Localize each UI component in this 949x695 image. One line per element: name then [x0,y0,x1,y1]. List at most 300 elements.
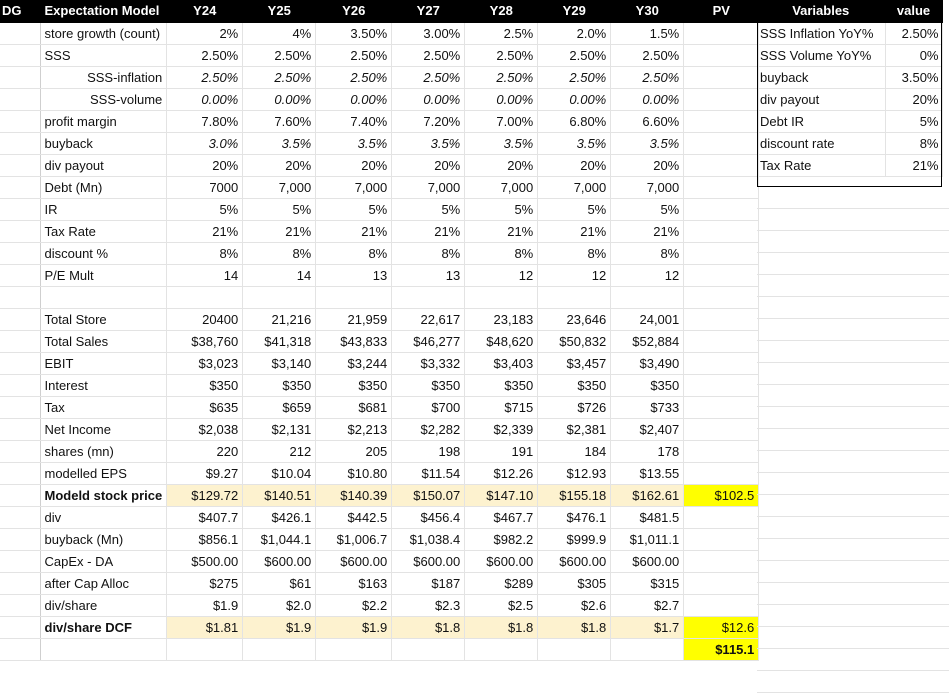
value-cell[interactable]: $2.6 [538,594,611,616]
value-cell[interactable]: $2.7 [611,594,684,616]
value-cell[interactable]: $12.26 [465,462,538,484]
row-number-cell[interactable] [0,88,40,110]
value-cell[interactable]: $700 [392,396,465,418]
value-cell[interactable]: $715 [465,396,538,418]
value-cell[interactable]: $1,044.1 [243,528,316,550]
value-cell[interactable] [243,638,316,660]
value-cell[interactable]: 184 [538,440,611,462]
empty-grid-row[interactable] [757,231,949,253]
value-cell[interactable]: $3,244 [316,352,392,374]
value-cell[interactable]: 21,959 [316,308,392,330]
value-cell[interactable]: $600.00 [316,550,392,572]
variables-header[interactable]: Variables [757,0,885,22]
pv-cell[interactable] [684,264,759,286]
value-cell[interactable]: $467.7 [465,506,538,528]
value-cell[interactable]: $3,403 [465,352,538,374]
variable-value-cell[interactable]: 8% [885,132,942,154]
pv-cell[interactable] [684,594,759,616]
value-cell[interactable]: $2,339 [465,418,538,440]
value-cell[interactable]: 212 [243,440,316,462]
value-cell[interactable]: $456.4 [392,506,465,528]
value-cell[interactable]: 191 [465,440,538,462]
value-cell[interactable]: $1,038.4 [392,528,465,550]
pv-cell[interactable] [684,572,759,594]
pv-cell[interactable] [684,88,759,110]
value-cell[interactable]: $315 [611,572,684,594]
value-cell[interactable]: $163 [316,572,392,594]
row-number-cell[interactable] [0,154,40,176]
row-number-cell[interactable] [0,374,40,396]
value-cell[interactable]: $856.1 [167,528,243,550]
value-cell[interactable]: $61 [243,572,316,594]
value-cell[interactable]: 2.50% [392,44,465,66]
pv-cell[interactable]: $102.5 [684,484,759,506]
row-label-cell[interactable]: IR [40,198,167,220]
row-number-cell[interactable] [0,110,40,132]
row-label-cell[interactable]: Total Store [40,308,167,330]
pv-cell[interactable] [684,198,759,220]
value-cell[interactable]: 12 [465,264,538,286]
value-cell[interactable]: 2.5% [465,22,538,44]
value-cell[interactable]: 12 [538,264,611,286]
value-cell[interactable]: 5% [465,198,538,220]
value-cell[interactable]: 2.50% [316,44,392,66]
pv-cell[interactable] [684,220,759,242]
variable-value-cell[interactable]: 3.50% [885,66,942,88]
value-cell[interactable] [611,638,684,660]
row-number-cell[interactable] [0,528,40,550]
variable-name-cell[interactable]: Debt IR [757,110,885,132]
value-cell[interactable]: $155.18 [538,484,611,506]
pv-header[interactable]: PV [684,0,759,22]
variable-name-cell[interactable]: discount rate [757,132,885,154]
pv-cell[interactable] [684,242,759,264]
row-label-cell[interactable]: SSS-volume [40,88,167,110]
value-cell[interactable]: $275 [167,572,243,594]
row-number-cell[interactable] [0,352,40,374]
value-cell[interactable]: $600.00 [465,550,538,572]
empty-grid-row[interactable] [757,583,949,605]
value-cell[interactable]: $1.9 [316,616,392,638]
value-cell[interactable]: 3.5% [538,132,611,154]
value-cell[interactable]: $1,011.1 [611,528,684,550]
value-cell[interactable]: $350 [465,374,538,396]
value-cell[interactable]: $733 [611,396,684,418]
empty-grid-row[interactable] [757,627,949,649]
value-cell[interactable]: 4% [243,22,316,44]
value-cell[interactable] [538,638,611,660]
value-cell[interactable]: $48,620 [465,330,538,352]
value-cell[interactable]: $1,006.7 [316,528,392,550]
value-cell[interactable]: 23,646 [538,308,611,330]
value-cell[interactable]: 20% [392,154,465,176]
value-cell[interactable]: 7.40% [316,110,392,132]
value-cell[interactable]: $1.9 [243,616,316,638]
empty-grid-row[interactable] [757,253,949,275]
value-cell[interactable]: $2.5 [465,594,538,616]
value-cell[interactable]: 23,183 [465,308,538,330]
value-cell[interactable]: 3.5% [392,132,465,154]
value-cell[interactable] [392,286,465,308]
value-cell[interactable]: 0.00% [167,88,243,110]
value-cell[interactable]: 8% [392,242,465,264]
value-cell[interactable]: $10.80 [316,462,392,484]
value-cell[interactable] [167,286,243,308]
value-cell[interactable]: $289 [465,572,538,594]
value-cell[interactable]: 2% [167,22,243,44]
value-cell[interactable]: $350 [611,374,684,396]
value-cell[interactable]: $600.00 [538,550,611,572]
row-label-cell[interactable]: store growth (count) [40,22,167,44]
variable-value-cell[interactable]: 20% [885,88,942,110]
value-cell[interactable]: $2,407 [611,418,684,440]
row-label-cell[interactable]: SSS [40,44,167,66]
row-number-cell[interactable] [0,44,40,66]
row-number-cell[interactable] [0,594,40,616]
value-cell[interactable] [167,638,243,660]
row-label-cell[interactable]: after Cap Alloc [40,572,167,594]
value-cell[interactable]: 3.5% [316,132,392,154]
value-cell[interactable]: $1.9 [167,594,243,616]
value-cell[interactable]: $52,884 [611,330,684,352]
value-cell[interactable]: 3.00% [392,22,465,44]
value-cell[interactable]: 3.5% [243,132,316,154]
row-number-cell[interactable] [0,66,40,88]
row-label-cell[interactable] [40,286,167,308]
value-cell[interactable]: 5% [243,198,316,220]
value-cell[interactable]: $350 [316,374,392,396]
value-cell[interactable]: 8% [611,242,684,264]
value-cell[interactable]: 3.5% [611,132,684,154]
empty-grid-row[interactable] [757,209,949,231]
value-cell[interactable]: $1.81 [167,616,243,638]
value-cell[interactable]: $3,490 [611,352,684,374]
value-cell[interactable]: 14 [167,264,243,286]
row-number-cell[interactable] [0,242,40,264]
value-cell[interactable]: $600.00 [392,550,465,572]
value-cell[interactable]: 2.50% [243,44,316,66]
empty-grid-row[interactable] [757,605,949,627]
empty-grid-row[interactable] [757,495,949,517]
value-cell[interactable]: 2.50% [611,66,684,88]
row-number-cell[interactable] [0,440,40,462]
row-label-cell[interactable]: div payout [40,154,167,176]
variable-name-cell[interactable]: SSS Inflation YoY% [757,22,885,44]
row-label-cell[interactable]: profit margin [40,110,167,132]
value-cell[interactable]: $129.72 [167,484,243,506]
value-cell[interactable]: 1.5% [611,22,684,44]
row-label-cell[interactable]: discount % [40,242,167,264]
value-cell[interactable]: 13 [316,264,392,286]
value-cell[interactable]: 5% [392,198,465,220]
row-number-cell[interactable] [0,176,40,198]
value-cell[interactable]: 2.0% [538,22,611,44]
value-cell[interactable]: $350 [392,374,465,396]
value-cell[interactable]: 8% [316,242,392,264]
row-label-cell[interactable]: buyback (Mn) [40,528,167,550]
pv-cell[interactable] [684,418,759,440]
pv-cell[interactable] [684,528,759,550]
row-label-cell[interactable]: Net Income [40,418,167,440]
row-number-cell[interactable] [0,396,40,418]
row-label-cell[interactable] [40,638,167,660]
row-label-cell[interactable]: div [40,506,167,528]
year-header[interactable]: Y27 [392,0,465,22]
row-number-cell[interactable] [0,550,40,572]
value-cell[interactable]: 0.00% [243,88,316,110]
value-cell[interactable]: 7.80% [167,110,243,132]
value-cell[interactable]: $41,318 [243,330,316,352]
pv-cell[interactable] [684,440,759,462]
pv-cell[interactable] [684,66,759,88]
value-cell[interactable]: $2.0 [243,594,316,616]
value-cell[interactable]: 13 [392,264,465,286]
value-cell[interactable]: $2.2 [316,594,392,616]
empty-grid-row[interactable] [757,341,949,363]
value-cell[interactable]: $1.8 [538,616,611,638]
value-cell[interactable]: 2.50% [243,66,316,88]
row-label-cell[interactable]: div/share DCF [40,616,167,638]
row-number-cell[interactable] [0,220,40,242]
pv-cell[interactable]: $12.6 [684,616,759,638]
value-cell[interactable]: $187 [392,572,465,594]
row-number-cell[interactable] [0,198,40,220]
pv-cell[interactable] [684,462,759,484]
value-cell[interactable] [538,286,611,308]
value-cell[interactable]: 21% [392,220,465,242]
value-header[interactable]: value [885,0,942,22]
row-label-cell[interactable]: P/E Mult [40,264,167,286]
value-cell[interactable]: $46,277 [392,330,465,352]
value-cell[interactable]: $635 [167,396,243,418]
value-cell[interactable]: $1.7 [611,616,684,638]
row-number-cell[interactable] [0,572,40,594]
row-label-cell[interactable]: buyback [40,132,167,154]
variable-value-cell[interactable]: 2.50% [885,22,942,44]
value-cell[interactable]: $350 [538,374,611,396]
pv-cell[interactable] [684,132,759,154]
empty-grid-row[interactable] [757,517,949,539]
row-number-cell[interactable] [0,638,40,660]
row-number-cell[interactable] [0,616,40,638]
value-cell[interactable]: $600.00 [243,550,316,572]
value-cell[interactable]: $305 [538,572,611,594]
value-cell[interactable]: $3,140 [243,352,316,374]
value-cell[interactable]: 2.50% [167,44,243,66]
row-label-cell[interactable]: Debt (Mn) [40,176,167,198]
value-cell[interactable]: $150.07 [392,484,465,506]
row-number-cell[interactable] [0,132,40,154]
row-label-cell[interactable]: Total Sales [40,330,167,352]
value-cell[interactable]: 5% [316,198,392,220]
value-cell[interactable]: $1.8 [465,616,538,638]
row-label-cell[interactable]: CapEx - DA [40,550,167,572]
empty-grid-row[interactable] [757,561,949,583]
row-label-cell[interactable]: SSS-inflation [40,66,167,88]
value-cell[interactable] [243,286,316,308]
value-cell[interactable]: 3.0% [167,132,243,154]
row-label-cell[interactable]: Interest [40,374,167,396]
row-label-cell[interactable]: modelled EPS [40,462,167,484]
value-cell[interactable]: $147.10 [465,484,538,506]
row-number-cell[interactable] [0,462,40,484]
value-cell[interactable]: $426.1 [243,506,316,528]
variable-value-cell[interactable]: 0% [885,44,942,66]
empty-grid-row[interactable] [757,671,949,693]
pv-cell[interactable] [684,154,759,176]
value-cell[interactable]: 22,617 [392,308,465,330]
value-cell[interactable]: $2,213 [316,418,392,440]
empty-grid-row[interactable] [757,363,949,385]
row-number-cell[interactable] [0,264,40,286]
value-cell[interactable]: 205 [316,440,392,462]
value-cell[interactable]: 7,000 [538,176,611,198]
value-cell[interactable]: 8% [167,242,243,264]
value-cell[interactable]: 5% [611,198,684,220]
empty-grid-row[interactable] [757,385,949,407]
value-cell[interactable]: 0.00% [465,88,538,110]
value-cell[interactable]: 7,000 [316,176,392,198]
value-cell[interactable] [316,638,392,660]
pv-cell[interactable] [684,176,759,198]
value-cell[interactable]: 21,216 [243,308,316,330]
value-cell[interactable]: 14 [243,264,316,286]
value-cell[interactable]: 7,000 [465,176,538,198]
pv-cell[interactable] [684,352,759,374]
row-number-cell[interactable] [0,22,40,44]
row-label-cell[interactable]: EBIT [40,352,167,374]
pv-cell[interactable] [684,44,759,66]
value-cell[interactable]: $3,332 [392,352,465,374]
value-cell[interactable]: 0.00% [538,88,611,110]
year-header[interactable]: Y24 [167,0,243,22]
value-cell[interactable]: 2.50% [611,44,684,66]
value-cell[interactable]: 21% [167,220,243,242]
value-cell[interactable]: $2,282 [392,418,465,440]
value-cell[interactable]: 6.60% [611,110,684,132]
row-number-cell[interactable] [0,484,40,506]
value-cell[interactable]: 3.50% [316,22,392,44]
value-cell[interactable]: 178 [611,440,684,462]
year-header[interactable]: Y28 [465,0,538,22]
value-cell[interactable]: 0.00% [392,88,465,110]
value-cell[interactable]: $50,832 [538,330,611,352]
value-cell[interactable]: 20% [316,154,392,176]
value-cell[interactable]: 20% [611,154,684,176]
value-cell[interactable]: 7.60% [243,110,316,132]
pv-cell[interactable] [684,308,759,330]
value-cell[interactable]: 220 [167,440,243,462]
row-label-cell[interactable]: Modeld stock price [40,484,167,506]
value-cell[interactable]: $350 [167,374,243,396]
empty-grid-row[interactable] [757,429,949,451]
value-cell[interactable] [392,638,465,660]
empty-grid-row[interactable] [757,407,949,429]
value-cell[interactable]: 7.20% [392,110,465,132]
value-cell[interactable]: $11.54 [392,462,465,484]
value-cell[interactable]: 2.50% [392,66,465,88]
value-cell[interactable]: $162.61 [611,484,684,506]
value-cell[interactable]: 21% [243,220,316,242]
variable-name-cell[interactable]: SSS Volume YoY% [757,44,885,66]
row-label-cell[interactable]: Tax Rate [40,220,167,242]
value-cell[interactable]: $9.27 [167,462,243,484]
value-cell[interactable]: 21% [611,220,684,242]
value-cell[interactable]: 2.50% [538,44,611,66]
pv-cell[interactable] [684,396,759,418]
value-cell[interactable]: $350 [243,374,316,396]
model-label-cell[interactable]: Expectation Model [40,0,167,22]
row-number-cell[interactable] [0,308,40,330]
value-cell[interactable]: $726 [538,396,611,418]
value-cell[interactable]: 20% [243,154,316,176]
value-cell[interactable]: $3,023 [167,352,243,374]
value-cell[interactable]: $1.8 [392,616,465,638]
value-cell[interactable]: 3.5% [465,132,538,154]
value-cell[interactable] [611,286,684,308]
value-cell[interactable]: 2.50% [465,66,538,88]
year-header[interactable]: Y29 [538,0,611,22]
value-cell[interactable]: $2,381 [538,418,611,440]
value-cell[interactable]: 0.00% [611,88,684,110]
value-cell[interactable]: 21% [465,220,538,242]
value-cell[interactable]: 8% [465,242,538,264]
row-label-cell[interactable]: shares (mn) [40,440,167,462]
value-cell[interactable]: 24,001 [611,308,684,330]
value-cell[interactable]: 20% [465,154,538,176]
value-cell[interactable]: $476.1 [538,506,611,528]
value-cell[interactable]: $999.9 [538,528,611,550]
value-cell[interactable]: $140.39 [316,484,392,506]
value-cell[interactable]: $481.5 [611,506,684,528]
pv-cell[interactable] [684,374,759,396]
value-cell[interactable]: $140.51 [243,484,316,506]
value-cell[interactable]: $407.7 [167,506,243,528]
value-cell[interactable]: $600.00 [611,550,684,572]
empty-grid-row[interactable] [757,187,949,209]
value-cell[interactable]: $43,833 [316,330,392,352]
value-cell[interactable]: 0.00% [316,88,392,110]
value-cell[interactable]: 7.00% [465,110,538,132]
pv-cell[interactable] [684,506,759,528]
value-cell[interactable]: 21% [316,220,392,242]
value-cell[interactable]: 7,000 [243,176,316,198]
value-cell[interactable]: 12 [611,264,684,286]
row-label-cell[interactable]: Tax [40,396,167,418]
pv-cell[interactable]: $115.1 [684,638,759,660]
year-header[interactable]: Y30 [611,0,684,22]
row-label-cell[interactable]: div/share [40,594,167,616]
value-cell[interactable]: $3,457 [538,352,611,374]
row-number-cell[interactable] [0,286,40,308]
value-cell[interactable]: $442.5 [316,506,392,528]
value-cell[interactable]: 5% [538,198,611,220]
value-cell[interactable]: $12.93 [538,462,611,484]
pv-cell[interactable] [684,330,759,352]
value-cell[interactable]: $500.00 [167,550,243,572]
value-cell[interactable]: 7000 [167,176,243,198]
empty-grid-row[interactable] [757,473,949,495]
pv-cell[interactable] [684,286,759,308]
value-cell[interactable]: $2.3 [392,594,465,616]
value-cell[interactable]: 2.50% [167,66,243,88]
value-cell[interactable]: 8% [538,242,611,264]
variable-name-cell[interactable]: Tax Rate [757,154,885,176]
value-cell[interactable]: 20% [167,154,243,176]
value-cell[interactable]: $2,131 [243,418,316,440]
value-cell[interactable]: $659 [243,396,316,418]
value-cell[interactable]: $38,760 [167,330,243,352]
